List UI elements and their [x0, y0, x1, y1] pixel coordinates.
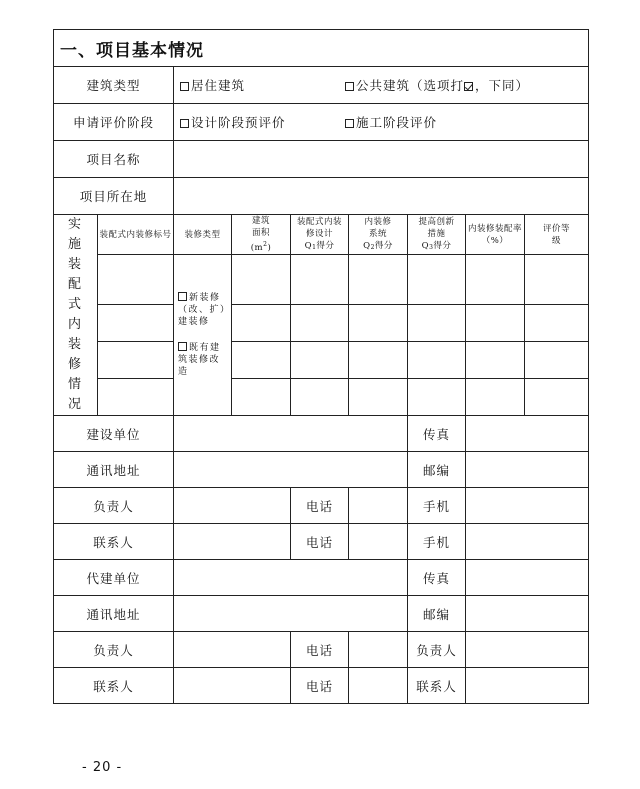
- fax-field[interactable]: [466, 560, 589, 596]
- option-design-stage-label: 设计阶段预评价: [191, 115, 286, 130]
- option-construction-stage-label: 施工阶段评价: [355, 115, 437, 130]
- checkbox-public[interactable]: [345, 82, 354, 91]
- type-new-decoration: 新装修（改、扩）建装修: [178, 293, 227, 327]
- header-assembly-design: 装配式内装修设计 Q1得分: [291, 215, 349, 255]
- assembly-cell[interactable]: [466, 305, 525, 342]
- phone-label: 电话: [291, 488, 349, 524]
- project-name-label: 项目名称: [54, 141, 174, 178]
- mobile-field[interactable]: [466, 488, 589, 524]
- building-type-options: [174, 67, 589, 104]
- assembly-cell[interactable]: [408, 305, 466, 342]
- option-note-prefix: （选项打: [410, 78, 465, 93]
- checkbox-residential[interactable]: [180, 82, 189, 91]
- postcode-field[interactable]: [466, 596, 589, 632]
- agent-unit-label: 代建单位: [54, 560, 174, 596]
- contact-label: 联系人: [54, 668, 174, 704]
- assembly-cell[interactable]: [291, 255, 349, 305]
- phone-field[interactable]: [349, 524, 408, 560]
- assembly-cell[interactable]: [525, 305, 589, 342]
- assembly-cell[interactable]: [98, 379, 174, 416]
- responsible-field[interactable]: [174, 488, 291, 524]
- assembly-cell[interactable]: [291, 305, 349, 342]
- postcode-label: 邮编: [408, 596, 466, 632]
- contact-field[interactable]: [174, 524, 291, 560]
- phone-label: 电话: [291, 632, 349, 668]
- assembly-cell[interactable]: [408, 379, 466, 416]
- project-location-label: 项目所在地: [54, 178, 174, 215]
- assembly-cell[interactable]: [98, 255, 174, 305]
- section-title: 一、项目基本情况: [54, 30, 589, 67]
- header-assembly-rate: 内装修装配率（%）: [466, 215, 525, 255]
- mobile-field[interactable]: [466, 524, 589, 560]
- checkbox-new-decoration[interactable]: [178, 292, 187, 301]
- assembly-cell[interactable]: [349, 305, 408, 342]
- phone-field[interactable]: [349, 632, 408, 668]
- assembly-cell[interactable]: [98, 305, 174, 342]
- postcode-label: 邮编: [408, 452, 466, 488]
- assembly-cell[interactable]: [291, 379, 349, 416]
- address-label: 通讯地址: [54, 596, 174, 632]
- fax-label: 传真: [408, 416, 466, 452]
- page-number: - 20 -: [82, 760, 123, 775]
- option-residential-label: 居住建筑: [191, 78, 246, 93]
- header-decoration-type: 装修类型: [174, 215, 232, 255]
- phone-field[interactable]: [349, 668, 408, 704]
- address-field[interactable]: [174, 596, 408, 632]
- phone-field[interactable]: [349, 488, 408, 524]
- form-page: [53, 29, 588, 704]
- postcode-field[interactable]: [466, 452, 589, 488]
- assembly-cell[interactable]: [525, 255, 589, 305]
- right-responsible-field[interactable]: [466, 632, 589, 668]
- checkbox-existing-renovation[interactable]: [178, 342, 187, 351]
- address-field[interactable]: [174, 452, 408, 488]
- header-innovation-measures: 提高创新措施 Q3得分: [408, 215, 466, 255]
- phone-label: 电话: [291, 668, 349, 704]
- eval-stage-label: 申请评价阶段: [54, 104, 174, 141]
- header-eval-grade: 评价等级: [525, 215, 589, 255]
- option-public-label: 公共建筑: [355, 78, 410, 93]
- assembly-cell[interactable]: [232, 379, 291, 416]
- mobile-label: 手机: [408, 524, 466, 560]
- header-assembly-code: 装配式内装修标号: [98, 215, 174, 255]
- assembly-cell[interactable]: [232, 305, 291, 342]
- mobile-label: 手机: [408, 488, 466, 524]
- assembly-cell[interactable]: [525, 342, 589, 379]
- assembly-cell[interactable]: [408, 255, 466, 305]
- fax-field[interactable]: [466, 416, 589, 452]
- contact-field[interactable]: [174, 668, 291, 704]
- right-contact-label: 联系人: [408, 668, 466, 704]
- type-existing-renovation: 既有建筑装修改造: [178, 343, 221, 377]
- building-type-label: 建筑类型: [54, 67, 174, 104]
- assembly-cell[interactable]: [466, 255, 525, 305]
- contact-label: 联系人: [54, 524, 174, 560]
- construction-unit-field[interactable]: [174, 416, 408, 452]
- project-name-field[interactable]: [174, 141, 589, 178]
- assembly-cell[interactable]: [525, 379, 589, 416]
- assembly-cell[interactable]: [466, 342, 525, 379]
- assembly-cell[interactable]: [349, 379, 408, 416]
- assembly-cell[interactable]: [349, 342, 408, 379]
- header-interior-system: 内装修系统 Q2得分: [349, 215, 408, 255]
- checkbox-construction-stage[interactable]: [345, 119, 354, 128]
- assembly-side-label: 实施装配式内装修情况: [54, 215, 98, 416]
- assembly-cell[interactable]: [232, 255, 291, 305]
- responsible-label: 负责人: [54, 488, 174, 524]
- project-location-field[interactable]: [174, 178, 589, 215]
- assembly-cell[interactable]: [408, 342, 466, 379]
- header-building-area: 建筑面积 $(m^2)$: [232, 215, 291, 255]
- right-contact-field[interactable]: [466, 668, 589, 704]
- fax-label: 传真: [408, 560, 466, 596]
- construction-unit-label: 建设单位: [54, 416, 174, 452]
- assembly-cell[interactable]: [466, 379, 525, 416]
- checked-box-icon: [464, 82, 473, 91]
- assembly-cell[interactable]: [98, 342, 174, 379]
- eval-stage-options: [174, 104, 589, 141]
- decoration-type-options: [174, 255, 232, 416]
- assembly-cell[interactable]: [349, 255, 408, 305]
- assembly-cell[interactable]: [291, 342, 349, 379]
- assembly-cell[interactable]: [232, 342, 291, 379]
- responsible-label: 负责人: [54, 632, 174, 668]
- agent-unit-field[interactable]: [174, 560, 408, 596]
- right-responsible-label: 负责人: [408, 632, 466, 668]
- option-note-suffix: ，下同）: [475, 78, 530, 93]
- address-label: 通讯地址: [54, 452, 174, 488]
- checkbox-design-stage[interactable]: [180, 119, 189, 128]
- project-info-table: [53, 29, 589, 704]
- phone-label: 电话: [291, 524, 349, 560]
- responsible-field[interactable]: [174, 632, 291, 668]
